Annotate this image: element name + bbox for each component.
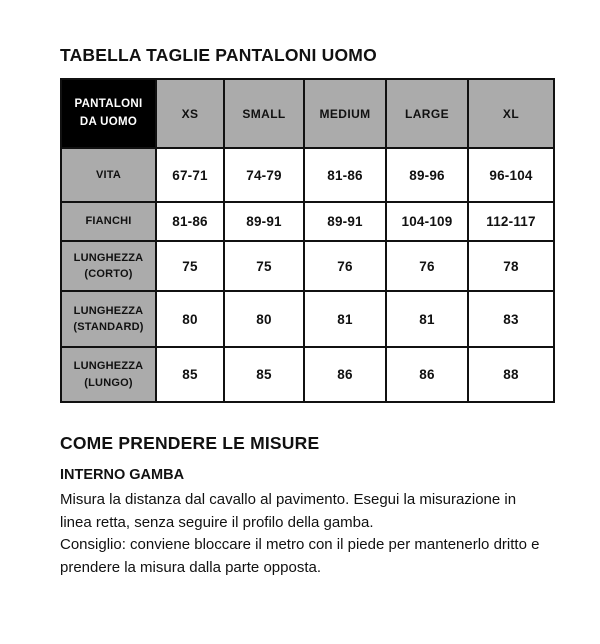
table-header-row [61,79,554,148]
column-header-xs: XS [156,79,224,148]
instructions-text [60,489,554,579]
table-cell: 80 [156,291,224,347]
table-cell: 75 [156,241,224,291]
column-header-medium: MEDIUM [304,79,386,148]
table-row [61,202,554,241]
size-table [60,78,555,403]
table-cell: 88 [468,347,554,402]
table-cell: 81 [304,291,386,347]
table-cell: 83 [468,291,554,347]
row-label: LUNGHEZZA (STANDARD) [61,291,156,347]
column-header-xl: XL [468,79,554,148]
table-cell: 81 [386,291,468,347]
section-heading: COME PRENDERE LE MISURE [60,433,320,453]
table-corner-cell: PANTALONI DA UOMO [61,79,156,148]
table-cell: 86 [386,347,468,402]
table-cell: 76 [386,241,468,291]
row-label: VITA [61,148,156,202]
table-cell: 67-71 [156,148,224,202]
table-cell: 81-86 [156,202,224,241]
table-row [61,241,554,291]
row-label: LUNGHEZZA (LUNGO) [61,347,156,402]
table-cell: 85 [224,347,304,402]
table-row [61,148,554,202]
row-label: FIANCHI [61,202,156,241]
instruction-paragraph: Misura la distanza dal cavallo al pavimento. Esegui la misurazione in linea retta, senza seguire il profilo della gamba. [60,491,517,531]
table-cell: 85 [156,347,224,402]
table-cell: 89-91 [224,202,304,241]
table-cell: 104-109 [386,202,468,241]
table-cell: 76 [304,241,386,291]
table-row [61,347,554,402]
table-cell: 86 [304,347,386,402]
table-cell: 78 [468,241,554,291]
table-cell: 89-91 [304,202,386,241]
table-cell: 74-79 [224,148,304,202]
table-cell: 96-104 [468,148,554,202]
instruction-paragraph: Consiglio: conviene bloccare il metro con il piede per mantenerlo dritto e prendere la misura dalla parte opposta. [60,536,540,576]
row-label: LUNGHEZZA (CORTO) [61,241,156,291]
column-header-small: SMALL [224,79,304,148]
column-header-large: LARGE [386,79,468,148]
table-cell: 89-96 [386,148,468,202]
table-row [61,291,554,347]
table-cell: 80 [224,291,304,347]
table-cell: 112-117 [468,202,554,241]
subsection-heading: INTERNO GAMBA [60,467,185,483]
size-table-body [61,148,554,402]
page-title: TABELLA TAGLIE PANTALONI UOMO [60,45,377,65]
page [0,44,600,579]
table-cell: 75 [224,241,304,291]
table-cell: 81-86 [304,148,386,202]
